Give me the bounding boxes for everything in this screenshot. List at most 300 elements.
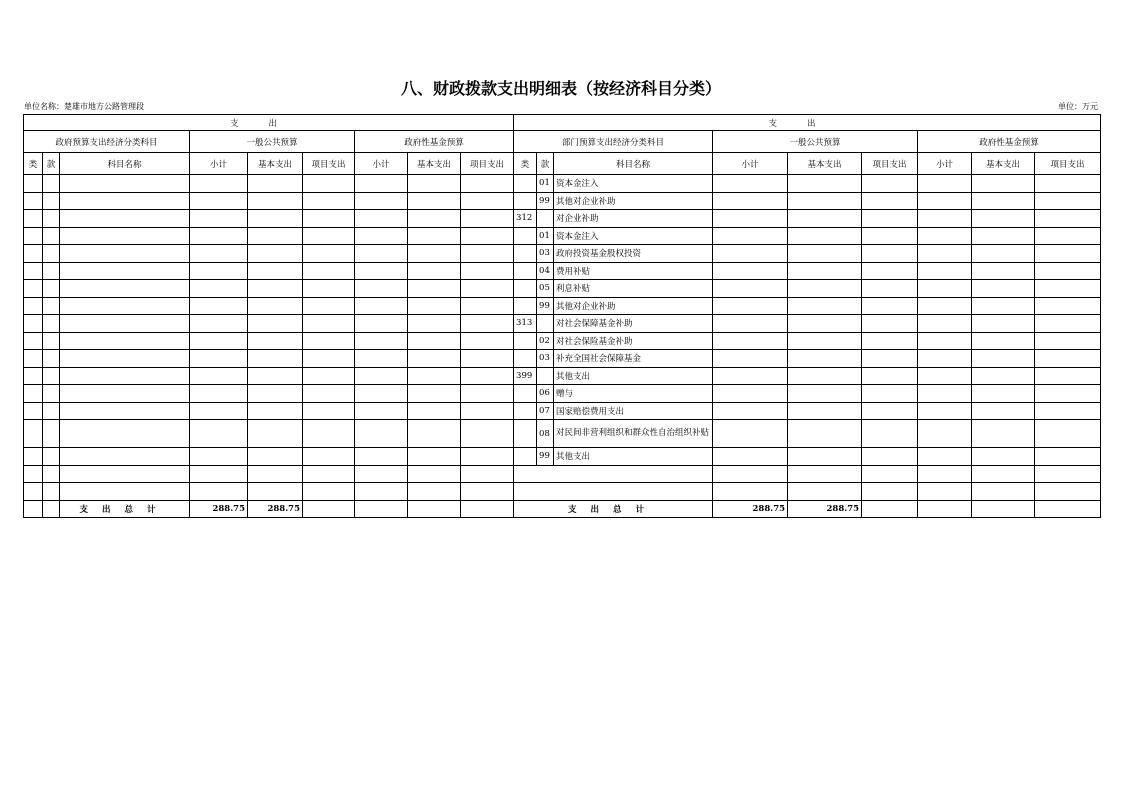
row-kuan: 05 <box>537 280 554 298</box>
empty-cell <box>972 297 1035 315</box>
empty-cell <box>408 465 461 483</box>
empty-cell <box>43 385 60 403</box>
empty-cell <box>788 448 862 466</box>
col-project: 项目支出 <box>1035 153 1101 175</box>
empty-cell <box>862 448 918 466</box>
empty-cell <box>24 245 43 263</box>
row-kuan: 04 <box>537 262 554 280</box>
empty-cell <box>408 315 461 333</box>
empty-cell <box>461 420 514 448</box>
row-lei <box>514 385 537 403</box>
empty-cell <box>355 483 408 501</box>
empty-cell <box>461 465 514 483</box>
empty-cell <box>972 245 1035 263</box>
empty-cell <box>248 227 303 245</box>
empty-cell <box>918 262 972 280</box>
empty-cell <box>60 280 190 298</box>
col-project: 项目支出 <box>303 153 355 175</box>
empty-cell <box>355 210 408 228</box>
empty-cell <box>355 350 408 368</box>
empty-cell <box>713 227 788 245</box>
empty-cell <box>190 350 248 368</box>
empty-cell <box>24 175 43 193</box>
empty-cell <box>43 280 60 298</box>
empty-cell <box>43 332 60 350</box>
empty-cell <box>60 210 190 228</box>
empty-cell <box>355 227 408 245</box>
empty-cell <box>408 367 461 385</box>
empty-cell <box>918 210 972 228</box>
empty-cell <box>514 465 713 483</box>
empty-cell <box>248 210 303 228</box>
table-row <box>24 297 1101 315</box>
empty-cell <box>24 448 43 466</box>
table-row <box>24 385 1101 403</box>
empty-cell <box>862 367 918 385</box>
empty-cell <box>24 465 43 483</box>
page-title: 八、财政拨款支出明细表（按经济科目分类） <box>400 79 721 98</box>
col-lei: 类 <box>514 153 537 175</box>
empty-cell <box>355 245 408 263</box>
table-row <box>24 402 1101 420</box>
empty-cell <box>713 332 788 350</box>
empty-cell <box>713 210 788 228</box>
empty-cell <box>862 227 918 245</box>
empty-cell <box>918 280 972 298</box>
empty-cell <box>408 192 461 210</box>
empty-cell <box>60 483 190 501</box>
empty-cell <box>60 350 190 368</box>
col-subtotal: 小计 <box>918 153 972 175</box>
empty-cell <box>43 483 60 501</box>
empty-cell <box>461 350 514 368</box>
empty-cell <box>788 262 862 280</box>
row-kuan: 99 <box>537 448 554 466</box>
row-lei: 312 <box>514 210 537 228</box>
table-row <box>24 448 1101 466</box>
empty-cell <box>248 332 303 350</box>
empty-cell <box>918 420 972 448</box>
empty-cell <box>60 245 190 263</box>
col-basic: 基本支出 <box>788 153 862 175</box>
empty-cell <box>1035 350 1101 368</box>
row-lei <box>514 175 537 193</box>
table-row <box>24 367 1101 385</box>
col-subtotal: 小计 <box>190 153 248 175</box>
empty-cell <box>303 465 355 483</box>
empty-cell <box>972 367 1035 385</box>
empty-cell <box>303 280 355 298</box>
left-total-label: 支出总计 <box>60 500 190 518</box>
empty-cell <box>60 367 190 385</box>
empty-cell <box>972 280 1035 298</box>
empty-cell <box>24 350 43 368</box>
empty-cell <box>918 385 972 403</box>
empty-cell <box>713 350 788 368</box>
row-lei <box>514 280 537 298</box>
empty-cell <box>918 332 972 350</box>
empty-cell <box>788 350 862 368</box>
empty-cell <box>303 385 355 403</box>
empty-cell <box>862 465 918 483</box>
empty-cell <box>408 210 461 228</box>
empty-cell <box>972 448 1035 466</box>
col-kuan: 款 <box>43 153 60 175</box>
empty-cell <box>862 280 918 298</box>
empty-cell <box>303 367 355 385</box>
empty-cell <box>60 332 190 350</box>
empty-cell <box>1035 315 1101 333</box>
empty-cell <box>862 297 918 315</box>
empty-cell <box>190 385 248 403</box>
row-name: 资本金注入 <box>554 175 713 193</box>
empty-cell <box>408 385 461 403</box>
empty-cell <box>408 402 461 420</box>
right-total-basic: 288.75 <box>788 500 862 518</box>
empty-cell <box>713 315 788 333</box>
empty-cell <box>24 332 43 350</box>
empty-cell <box>788 315 862 333</box>
empty-cell <box>713 262 788 280</box>
empty-cell <box>248 175 303 193</box>
empty-cell <box>60 420 190 448</box>
empty-cell <box>190 175 248 193</box>
table-row <box>24 280 1101 298</box>
empty-cell <box>303 332 355 350</box>
empty-cell <box>24 262 43 280</box>
empty-cell <box>43 262 60 280</box>
empty-cell <box>248 385 303 403</box>
empty-cell <box>1035 483 1101 501</box>
empty-cell <box>1035 245 1101 263</box>
empty-cell <box>1035 385 1101 403</box>
table-row <box>24 315 1101 333</box>
empty-cell <box>43 192 60 210</box>
empty-cell <box>862 402 918 420</box>
empty-cell <box>713 280 788 298</box>
empty-cell <box>24 367 43 385</box>
empty-cell <box>248 297 303 315</box>
row-kuan <box>537 367 554 385</box>
empty-cell <box>918 367 972 385</box>
empty-cell <box>918 465 972 483</box>
empty-cell <box>862 245 918 263</box>
empty-cell <box>1035 210 1101 228</box>
empty-cell <box>60 385 190 403</box>
right-fund-budget-header: 政府性基金预算 <box>918 131 1101 153</box>
empty-cell <box>248 192 303 210</box>
empty-cell <box>461 402 514 420</box>
table-row <box>24 350 1101 368</box>
empty-cell <box>303 315 355 333</box>
row-kuan: 01 <box>537 227 554 245</box>
empty-cell <box>303 192 355 210</box>
empty-cell <box>248 420 303 448</box>
empty-cell <box>43 175 60 193</box>
empty-cell <box>918 192 972 210</box>
empty-cell <box>713 465 788 483</box>
row-kuan: 07 <box>537 402 554 420</box>
row-kuan: 99 <box>537 192 554 210</box>
empty-cell <box>190 210 248 228</box>
empty-cell <box>1035 420 1101 448</box>
empty-cell <box>248 280 303 298</box>
row-name: 对企业补助 <box>554 210 713 228</box>
empty-cell <box>461 367 514 385</box>
table-row <box>24 332 1101 350</box>
empty-cell <box>972 262 1035 280</box>
empty-cell <box>461 210 514 228</box>
empty-cell <box>190 420 248 448</box>
row-name: 利息补贴 <box>554 280 713 298</box>
row-name: 其他支出 <box>554 367 713 385</box>
empty-cell <box>461 483 514 501</box>
empty-cell <box>43 402 60 420</box>
empty-cell <box>972 332 1035 350</box>
empty-cell <box>972 402 1035 420</box>
empty-cell <box>43 448 60 466</box>
left-total-subtotal: 288.75 <box>190 500 248 518</box>
empty-cell <box>24 385 43 403</box>
empty-cell <box>248 315 303 333</box>
empty-cell <box>190 332 248 350</box>
empty-cell <box>972 465 1035 483</box>
right-general-budget-header: 一般公共预算 <box>713 131 918 153</box>
empty-cell <box>60 315 190 333</box>
empty-cell <box>461 332 514 350</box>
empty-cell <box>43 465 60 483</box>
empty-cell <box>788 227 862 245</box>
empty-cell <box>355 332 408 350</box>
empty-cell <box>408 262 461 280</box>
row-lei <box>514 402 537 420</box>
empty-cell <box>408 332 461 350</box>
table-row <box>24 175 1101 193</box>
empty-cell <box>788 297 862 315</box>
gov-category-header: 政府预算支出经济分类科目 <box>24 131 190 153</box>
empty-cell <box>24 483 43 501</box>
row-name: 对社会保险基金补助 <box>554 332 713 350</box>
empty-cell <box>918 175 972 193</box>
empty-cell <box>713 448 788 466</box>
row-kuan <box>537 315 554 333</box>
empty-cell <box>248 367 303 385</box>
left-total-basic: 288.75 <box>248 500 303 518</box>
right-total-label: 支出总计 <box>514 500 713 518</box>
row-kuan: 08 <box>537 420 554 448</box>
empty-cell <box>461 280 514 298</box>
empty-cell <box>862 315 918 333</box>
empty-cell <box>355 297 408 315</box>
empty-cell <box>713 175 788 193</box>
empty-cell <box>862 262 918 280</box>
unit-name: 单位名称：楚雄市地方公路管理段 <box>24 102 144 111</box>
empty-cell <box>60 262 190 280</box>
blank-row <box>24 483 1101 501</box>
empty-cell <box>60 175 190 193</box>
empty-cell <box>918 448 972 466</box>
empty-cell <box>918 297 972 315</box>
empty-cell <box>788 420 862 448</box>
empty-cell <box>303 175 355 193</box>
col-subtotal: 小计 <box>355 153 408 175</box>
empty-cell <box>788 210 862 228</box>
empty-cell <box>788 175 862 193</box>
empty-cell <box>303 297 355 315</box>
row-lei <box>514 332 537 350</box>
empty-cell <box>24 210 43 228</box>
row-lei <box>514 245 537 263</box>
empty-cell <box>1035 465 1101 483</box>
empty-cell <box>190 192 248 210</box>
left-group-header: 支出 <box>24 115 514 131</box>
empty-cell <box>788 367 862 385</box>
empty-cell <box>461 175 514 193</box>
empty-cell <box>713 483 788 501</box>
empty-cell <box>408 448 461 466</box>
table-row <box>24 227 1101 245</box>
empty-cell <box>190 367 248 385</box>
row-name: 资本金注入 <box>554 227 713 245</box>
empty-cell <box>190 297 248 315</box>
empty-cell <box>248 448 303 466</box>
right-total-subtotal: 288.75 <box>713 500 788 518</box>
empty-cell <box>461 385 514 403</box>
empty-cell <box>461 192 514 210</box>
empty-cell <box>303 448 355 466</box>
empty-cell <box>303 227 355 245</box>
empty-cell <box>918 350 972 368</box>
empty-cell <box>303 350 355 368</box>
row-name: 其他支出 <box>554 448 713 466</box>
empty-cell <box>43 297 60 315</box>
empty-cell <box>788 332 862 350</box>
empty-cell <box>461 227 514 245</box>
empty-cell <box>972 315 1035 333</box>
empty-cell <box>918 402 972 420</box>
empty-cell <box>303 210 355 228</box>
empty-cell <box>43 350 60 368</box>
empty-cell <box>972 385 1035 403</box>
empty-cell <box>355 280 408 298</box>
empty-cell <box>1035 227 1101 245</box>
empty-cell <box>461 297 514 315</box>
empty-cell <box>60 402 190 420</box>
empty-cell <box>713 367 788 385</box>
empty-cell <box>788 245 862 263</box>
empty-cell <box>862 483 918 501</box>
row-name: 其他对企业补助 <box>554 297 713 315</box>
empty-cell <box>43 245 60 263</box>
empty-cell <box>788 385 862 403</box>
empty-cell <box>43 367 60 385</box>
empty-cell <box>303 245 355 263</box>
empty-cell <box>408 175 461 193</box>
empty-cell <box>303 420 355 448</box>
dept-category-header: 部门预算支出经济分类科目 <box>514 131 713 153</box>
empty-cell <box>788 402 862 420</box>
empty-cell <box>1035 192 1101 210</box>
empty-cell <box>190 448 248 466</box>
table-row <box>24 245 1101 263</box>
empty-cell <box>24 227 43 245</box>
empty-cell <box>918 483 972 501</box>
empty-cell <box>862 350 918 368</box>
empty-cell <box>972 350 1035 368</box>
row-kuan: 06 <box>537 385 554 403</box>
empty-cell <box>862 175 918 193</box>
empty-cell <box>43 210 60 228</box>
empty-cell <box>248 262 303 280</box>
row-kuan: 02 <box>537 332 554 350</box>
row-lei <box>514 227 537 245</box>
row-lei <box>514 350 537 368</box>
empty-cell <box>514 483 713 501</box>
empty-cell <box>713 385 788 403</box>
empty-cell <box>461 448 514 466</box>
row-lei <box>514 420 537 448</box>
empty-cell <box>713 297 788 315</box>
empty-cell <box>918 227 972 245</box>
empty-cell <box>408 227 461 245</box>
empty-cell <box>190 262 248 280</box>
empty-cell <box>862 192 918 210</box>
unit-label: 单位：万元 <box>1058 102 1098 111</box>
empty-cell <box>248 402 303 420</box>
table-row <box>24 210 1101 228</box>
empty-cell <box>972 210 1035 228</box>
empty-cell <box>60 227 190 245</box>
empty-cell <box>408 245 461 263</box>
empty-cell <box>248 245 303 263</box>
row-lei <box>514 192 537 210</box>
empty-cell <box>713 245 788 263</box>
col-subtotal: 小计 <box>713 153 788 175</box>
row-lei <box>514 262 537 280</box>
empty-cell <box>461 262 514 280</box>
empty-cell <box>788 280 862 298</box>
row-name: 补充全国社会保障基金 <box>554 350 713 368</box>
empty-cell <box>355 385 408 403</box>
empty-cell <box>190 227 248 245</box>
row-kuan: 03 <box>537 350 554 368</box>
row-kuan <box>537 210 554 228</box>
empty-cell <box>1035 367 1101 385</box>
empty-cell <box>972 420 1035 448</box>
empty-cell <box>972 175 1035 193</box>
empty-cell <box>60 297 190 315</box>
empty-cell <box>60 192 190 210</box>
empty-cell <box>248 465 303 483</box>
empty-cell <box>408 297 461 315</box>
empty-cell <box>461 315 514 333</box>
empty-cell <box>972 227 1035 245</box>
empty-cell <box>303 262 355 280</box>
empty-cell <box>43 315 60 333</box>
empty-cell <box>1035 262 1101 280</box>
empty-cell <box>355 315 408 333</box>
expenditure-table <box>23 114 1101 518</box>
total-row <box>24 500 1101 518</box>
empty-cell <box>788 465 862 483</box>
empty-cell <box>355 367 408 385</box>
empty-cell <box>190 245 248 263</box>
col-project: 项目支出 <box>461 153 514 175</box>
empty-cell <box>355 402 408 420</box>
empty-cell <box>43 420 60 448</box>
row-name: 赠与 <box>554 385 713 403</box>
right-group-header: 支出 <box>514 115 1101 131</box>
